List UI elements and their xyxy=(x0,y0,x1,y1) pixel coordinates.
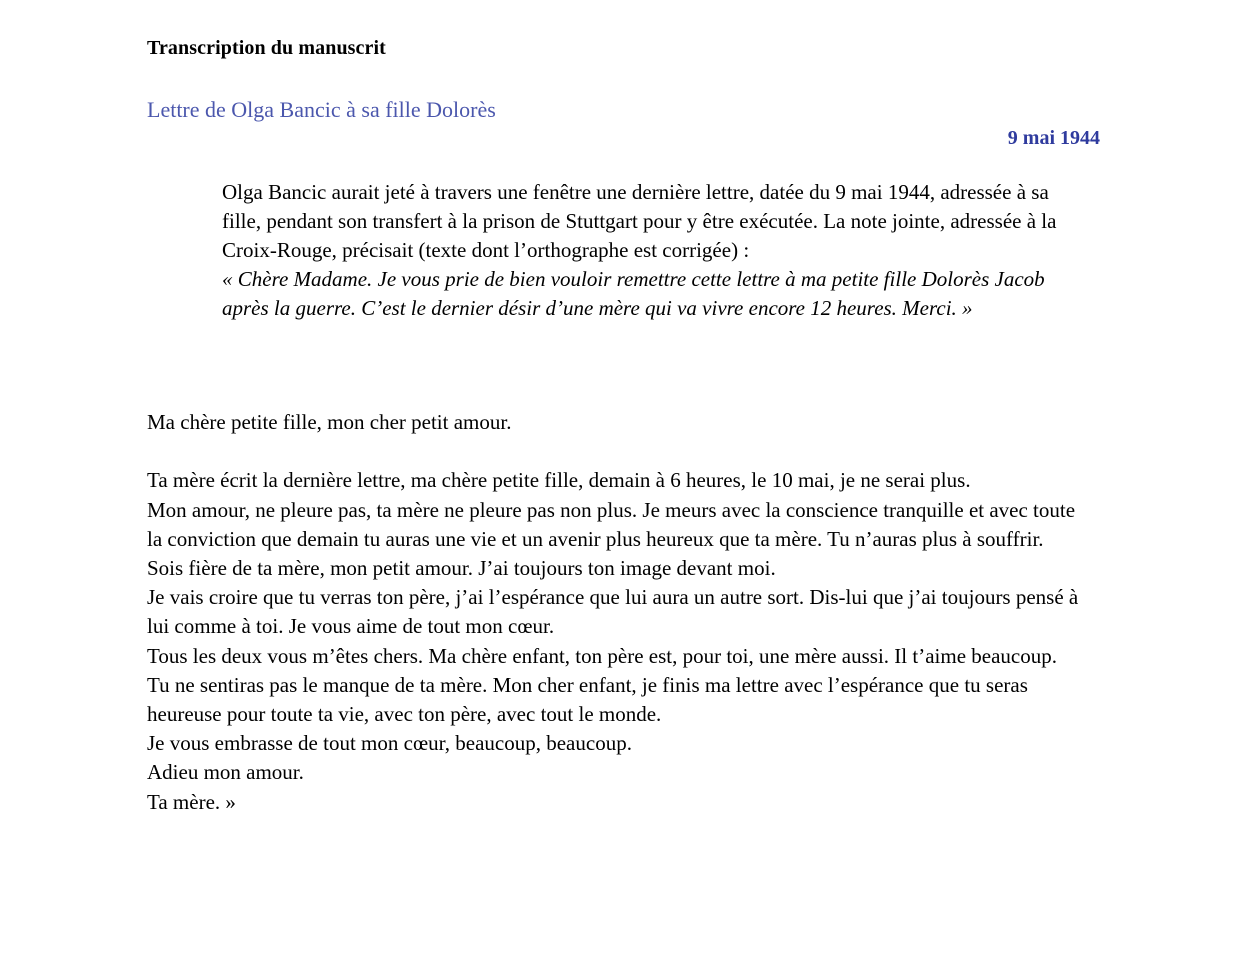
letter-paragraph: Je vous embrasse de tout mon cœur, beaucoup, beaucoup. xyxy=(147,731,632,756)
letter-paragraph: Tu ne sentiras pas le manque de ta mère. Mon cher enfant, je finis ma lettre avec l’espérance que tu seras heureuse pour toute ta vie, avec ton père, avec tout le monde. xyxy=(147,672,1028,727)
document-date: 9 mai 1944 xyxy=(1007,127,1100,149)
letter-paragraph: Tous les deux vous m’êtes chers. Ma chère enfant, ton père est, pour toi, une mère aussi. Il t’aime beaucoup. xyxy=(147,643,1057,668)
letter-paragraph: Adieu mon amour. xyxy=(147,760,304,785)
document-subtitle: Lettre de Olga Bancic à sa fille Dolorès xyxy=(147,97,496,122)
introduction-paragraph: Olga Bancic aurait jeté à travers une fenêtre une dernière lettre, datée du 9 mai 1944, adressée à sa fille, pendant son transfert à la prison de Stuttgart pour y être exécutée. La note jointe, adressée à la Croix-Rouge, précisait (texte dont l’orthographe est corrigée) : xyxy=(222,180,1057,262)
letter-paragraph: Mon amour, ne pleure pas, ta mère ne pleure pas non plus. Je meurs avec la conscience tranquille et avec toute la conviction que demain tu auras une vie et un avenir plus heureux que ta mère. Tu n’auras plus à souffrir. Sois fière de ta mère, mon petit amour. J’ai toujours ton image devant moi. xyxy=(147,497,1076,580)
letter-body xyxy=(147,408,1082,817)
introduction-quote: « Chère Madame. Je vous prie de bien vouloir remettre cette lettre à ma petite fille Dolorès Jacob après la guerre. C’est le dernier désir d’une mère qui va vivre encore 12 heures. Merci. » xyxy=(222,267,1045,320)
page-title: Transcription du manuscrit xyxy=(147,37,386,59)
letter-paragraph: Ta mère écrit la dernière lettre, ma chère petite fille, demain à 6 heures, le 10 mai, je ne serai plus. xyxy=(147,468,971,493)
letter-paragraph: Je vais croire que tu verras ton père, j’ai l’espérance que lui aura un autre sort. Dis-lui que j’ai toujours pensé à lui comme à toi. Je vous aime de tout mon cœur. xyxy=(147,585,1079,639)
letter-signature: Ta mère. » xyxy=(147,789,236,814)
introduction-block xyxy=(222,178,1092,323)
letter-salutation: Ma chère petite fille, mon cher petit amour. xyxy=(147,410,512,434)
